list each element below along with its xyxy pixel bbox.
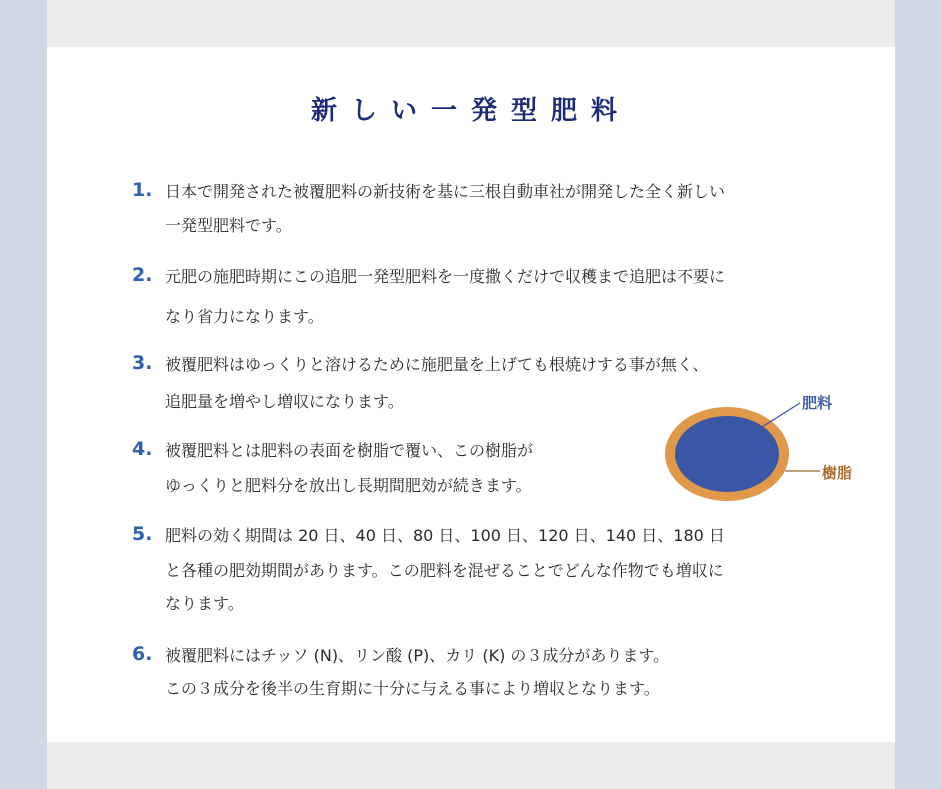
item-line: 一発型肥料です。 [165, 216, 292, 235]
item-line: ゆっくりと肥料分を放出し長期間肥効が続きます。 [165, 476, 532, 495]
fertilizer-leader-line [762, 403, 800, 427]
item-line: と各種の肥効期間があります。この肥料を混ぜることでどんな作物でも増収に [165, 561, 724, 580]
bottom-band [0, 742, 942, 789]
corner-top-right [895, 0, 942, 47]
item-line: なります。 [165, 594, 244, 613]
page-title: 新しい一発型肥料 [310, 96, 631, 126]
top-band [0, 0, 942, 47]
item-line: 元肥の施肥時期にこの追肥一発型肥料を一度撒くだけで収穫まで追肥は不要に [165, 267, 726, 286]
resin-label: 樹脂 [822, 464, 853, 482]
item-line: なり省力になります。 [165, 307, 324, 326]
item-number: 3. [132, 352, 153, 374]
item-line: この３成分を後半の生育期に十分に与える事により増収となります。 [165, 679, 660, 698]
fertilizer-core-shape [675, 416, 779, 492]
item-number: 6. [132, 643, 153, 665]
item-line: 肥料の効く期間は 20 日、40 日、80 日、100 日、120 日、140 日、180 日 [165, 526, 725, 545]
item-line: 追肥量を増やし増収になります。 [165, 392, 404, 411]
item-number: 5. [132, 523, 153, 545]
item-line: 日本で開発された被覆肥料の新技術を基に三根自動車社が開発した全く新しい [165, 182, 726, 201]
corner-bottom-right [895, 742, 942, 789]
corner-top-left [0, 0, 47, 47]
item-line: 被覆肥料にはチッソ (N)、リン酸 (P)、カリ (K) の３成分があります。 [165, 646, 670, 665]
item-number: 4. [132, 438, 153, 460]
item-line: 被覆肥料とは肥料の表面を樹脂で覆い、この樹脂が [165, 441, 534, 460]
coated-fertilizer-diagram [660, 395, 820, 505]
item-number: 2. [132, 264, 153, 286]
corner-bottom-left [0, 742, 47, 789]
fertilizer-label: 肥料 [802, 394, 833, 412]
item-line: 被覆肥料はゆっくりと溶けるために施肥量を上げても根焼けする事が無く、 [165, 355, 709, 374]
item-number: 1. [132, 179, 153, 201]
